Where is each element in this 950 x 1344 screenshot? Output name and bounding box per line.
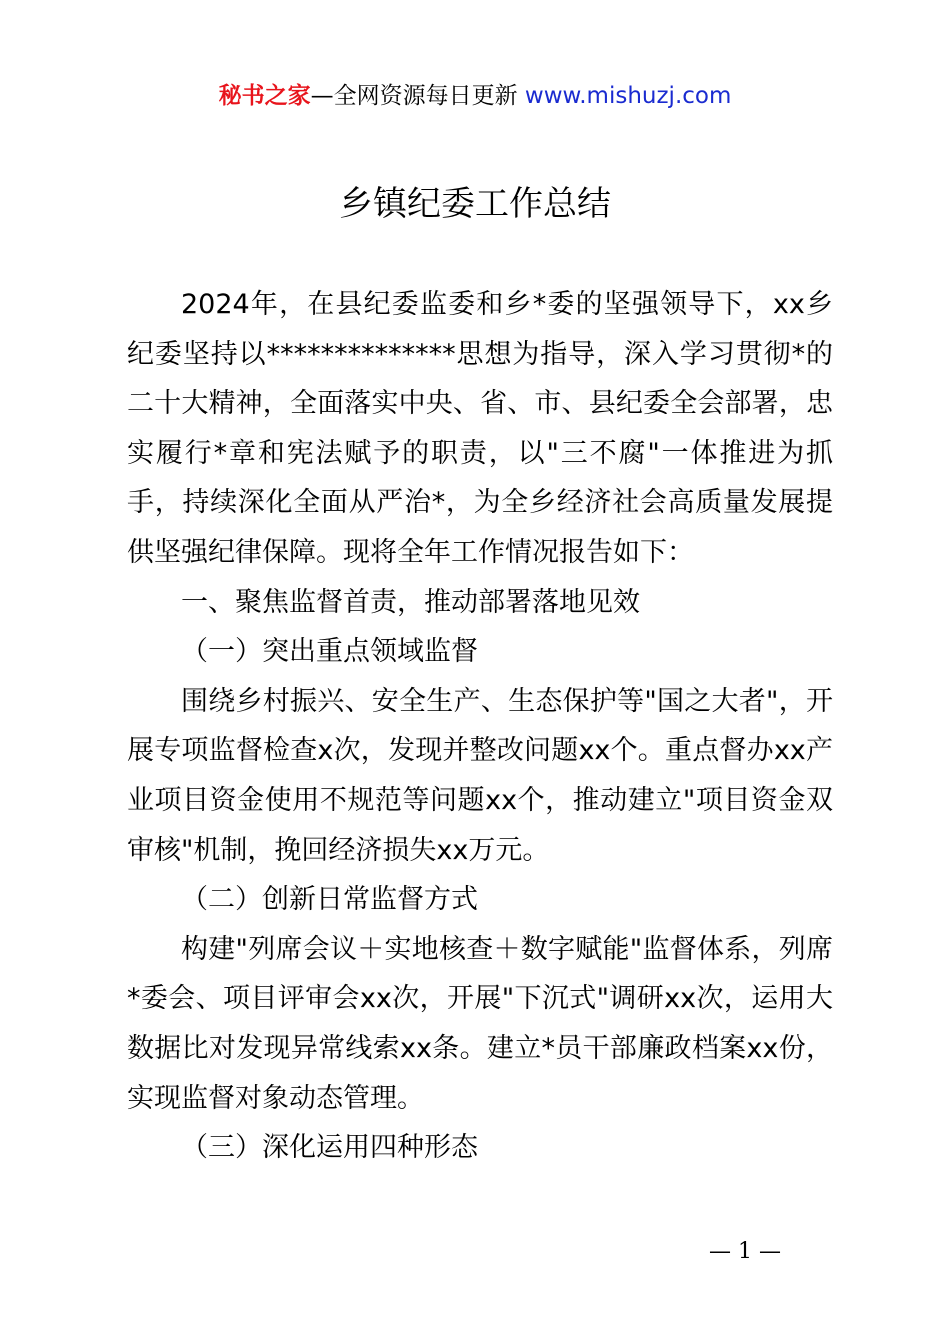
- document-body: [127, 280, 833, 1173]
- subsection-heading: （二）创新日常监督方式: [181, 884, 478, 916]
- section-heading: 一、聚焦监督首责，推动部署落地见效: [181, 586, 640, 618]
- document-title: 乡镇纪委工作总结: [339, 184, 611, 224]
- subsection-heading: （三）深化运用四种形态: [181, 1132, 478, 1164]
- body-paragraph: 构建"列席会议＋实地核查＋数字赋能"监督体系，列席*委会、项目评审会xx次，开展"下沉式"调研xx次，运用大数据比对发现异常线索xx条。建立*员干部廉政档案xx份，实现监督对象动态管理。: [127, 933, 833, 1114]
- page-number: — 1 —: [709, 1239, 781, 1264]
- site-brand: 秘书之家: [218, 83, 311, 109]
- subsection-heading: （一）突出重点领域监督: [181, 636, 478, 668]
- intro-paragraph: 2024年，在县纪委监委和乡*委的坚强领导下，xx乡纪委坚持以**************思想为指导，深入学习贯彻*的二十大精神，全面落实中央、省、市、县纪委全会部署，忠实履行*章和宪法赋予的职责，以"三不腐"一体推进为抓手，持续深化全面从严治*，为全乡经济社会高质量发展提供坚强纪律保障。现将全年工作情况报告如下：: [127, 289, 833, 568]
- site-tagline: —全网资源每日更新: [310, 83, 525, 109]
- site-header: [0, 80, 950, 112]
- site-url-link[interactable]: www.mishuzj.com: [524, 83, 732, 109]
- body-paragraph: 围绕乡村振兴、安全生产、生态保护等"国之大者"，开展专项监督检查x次，发现并整改问题xx个。重点督办xx产业项目资金使用不规范等问题xx个，推动建立"项目资金双审核"机制，挽回经济损失xx万元。: [127, 685, 833, 866]
